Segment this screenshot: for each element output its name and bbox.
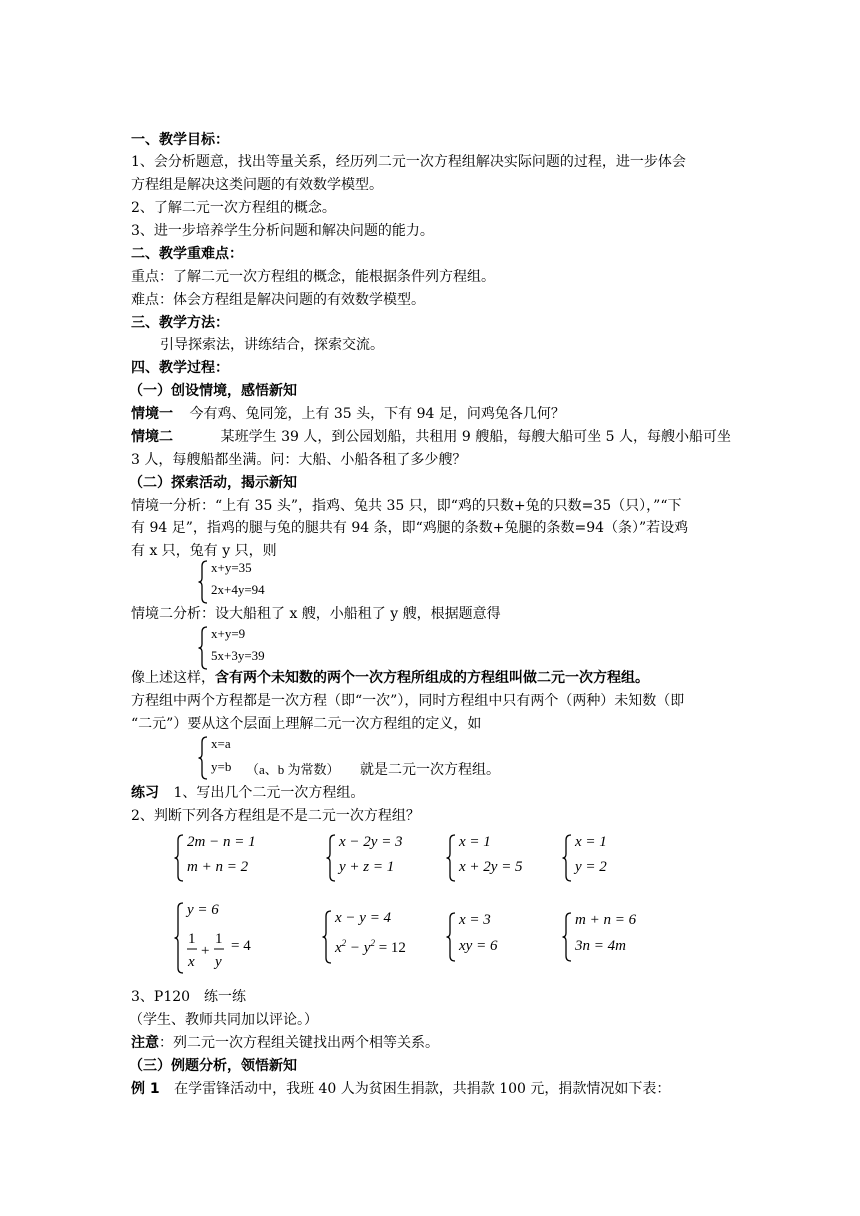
system-3-eq-2: y=b (211, 759, 232, 774)
brace-icon (562, 834, 572, 882)
definition (131, 667, 649, 689)
math-system-3 (446, 834, 556, 882)
exercise-note: （学生、教师共同加以评论。） (129, 1012, 318, 1028)
brace-icon (198, 560, 208, 604)
math-system-1 (174, 834, 294, 882)
part-1-title: （一）创设情境，感悟新知 (129, 383, 297, 399)
explanation-line-2: “二元”）要从这个层面上理解二元一次方程组的定义，如 (131, 716, 482, 732)
explanation-line-1: 方程组中两个方程都是一次方程（即“一次”），同时方程组中只有两个（两种）未知数（即 (131, 693, 685, 709)
equation-system-2 (198, 626, 318, 670)
example-1 (131, 1078, 670, 1100)
system-2-eq-1: x+y=9 (211, 626, 246, 641)
definition-prefix: 像上述这样， (131, 670, 215, 686)
system-3-eq-1: x=a (211, 736, 231, 751)
math-system-5 (174, 902, 294, 974)
math-system-8-eq-1: m + n = 6 (575, 912, 637, 928)
math-system-2 (326, 834, 446, 882)
system-3-tail: 就是二元一次方程组。 (360, 762, 500, 778)
brace-icon (446, 912, 456, 962)
math-system-7 (446, 912, 536, 962)
equation-system-1 (198, 560, 318, 604)
section-title-objectives: 一、教学目标： (131, 132, 229, 148)
svg-text:1: 1 (215, 931, 223, 947)
math-system-3-eq-2: x + 2y = 5 (459, 859, 523, 875)
brace-icon (326, 834, 336, 882)
scenario-2-line-b: 3 人，每艘船都坐满。问：大船、小船各租了多少艘？ (131, 452, 467, 468)
key-point: 重点：了解二元一次方程组的概念，能根据条件列方程组。 (131, 269, 495, 285)
analysis-2: 情境二分析：设大船租了 x 艘，小船租了 y 艘，根据题意得 (131, 606, 501, 622)
section-title-methods: 三、教学方法： (131, 315, 229, 331)
math-system-5-eq-2-rhs: = 4 (231, 938, 251, 954)
system-1-eq-2: 2x+4y=94 (211, 582, 265, 597)
scenario-2-text-a: 某班学生 39 人，到公园划船，共租用 9 艘船，每艘大船可坐 5 人，每艘小船可坐 (220, 429, 731, 445)
math-system-1-eq-1: 2m − n = 1 (187, 834, 256, 850)
example-label: 例 1 (131, 1081, 160, 1097)
brace-icon (562, 912, 572, 962)
math-system-7-eq-1: x = 3 (459, 912, 491, 928)
methods-text: 引导探索法，讲练结合，探索交流。 (160, 337, 384, 353)
math-system-3-eq-1: x = 1 (459, 834, 491, 850)
math-system-6-eq-1: x − y = 4 (335, 910, 392, 926)
analysis-1-line-2: 有 94 足”，指鸡的腿与兔的腿共有 94 条，即“鸡腿的条数+兔腿的条数=94（条）”若设鸡 (131, 520, 689, 536)
objective-1-line-b: 方程组是解决这类问题的有效数学模型。 (131, 177, 383, 193)
brace-icon (322, 910, 332, 964)
section-title-process: 四、教学过程： (131, 360, 229, 376)
analysis-1-line-1: 情境一分析：“上有 35 头”，指鸡、兔共 35 只，即“鸡的只数+兔的只数=35（只），”“下 (131, 498, 682, 514)
brace-icon (198, 626, 208, 670)
scenario-2-label: 情境二 (131, 429, 173, 445)
exercise-1-text: 1、写出几个二元一次方程组。 (173, 785, 365, 801)
math-system-8 (562, 912, 672, 962)
difficult-point: 难点：体会方程组是解决问题的有效数学模型。 (131, 292, 425, 308)
math-system-8-eq-2: 3n = 4m (575, 938, 626, 954)
equation-system-3 (198, 736, 618, 780)
math-system-5-eq-1: y = 6 (187, 902, 219, 918)
exercise-label: 练习 (131, 785, 159, 801)
system-2-eq-2: 5x+3y=39 (211, 648, 265, 663)
system-1-eq-1: x+y=35 (211, 560, 252, 575)
part-3-title: （三）例题分析，领悟新知 (129, 1058, 297, 1074)
math-system-4-eq-1: x = 1 (575, 834, 607, 850)
brace-icon (174, 834, 184, 882)
math-system-2-eq-2: y + z = 1 (339, 859, 395, 875)
objective-1-line-a: 1、会分析题意，找出等量关系，经历列二元一次方程组解决实际问题的过程，进一步体会 (131, 154, 686, 170)
exercise-2: 2、判断下列各方程组是不是二元一次方程组？ (131, 808, 420, 824)
math-system-4 (562, 834, 642, 882)
exercise-1 (131, 782, 364, 804)
svg-text:+: + (201, 943, 210, 959)
system-3-note: （a、b 为常数） (246, 762, 340, 777)
objective-2: 2、了解二元一次方程组的概念。 (131, 200, 336, 216)
part-2-title: （二）探索活动，揭示新知 (129, 475, 297, 491)
math-system-1-eq-2: m + n = 2 (187, 859, 249, 875)
scenario-1-text: 今有鸡、兔同笼，上有 35 头，下有 94 足，问鸡兔各几何？ (189, 406, 565, 422)
brace-icon (174, 902, 184, 974)
math-system-7-eq-2: xy = 6 (459, 938, 498, 954)
scenario-1-label: 情境一 (131, 406, 173, 422)
definition-bold: 含有两个未知数的两个一次方程所组成的方程组叫做二元一次方程组。 (215, 670, 649, 686)
exercise-3: 3、P120 练一练 (131, 989, 247, 1005)
attention-note (131, 1032, 439, 1054)
analysis-1-line-3: 有 x 只，兔有 y 只，则 (131, 543, 277, 559)
svg-text:1: 1 (188, 931, 196, 947)
math-system-6 (322, 910, 442, 964)
math-system-2-eq-1: x − 2y = 3 (339, 834, 403, 850)
section-title-key-points: 二、教学重难点： (131, 246, 243, 262)
scenario-1 (131, 403, 565, 425)
svg-text:y: y (215, 954, 222, 970)
math-system-4-eq-2: y = 2 (575, 859, 607, 875)
attention-label: 注意 (131, 1035, 159, 1051)
brace-icon (198, 736, 208, 780)
brace-icon (446, 834, 456, 882)
math-system-6-eq-2: $x^2 - y^2 = 12$ (335, 938, 406, 956)
svg-text:x: x (188, 954, 195, 970)
example-text: 在学雷锋活动中，我班 40 人为贫困生捐款，共捐款 100 元，捐款情况如下表： (174, 1081, 671, 1097)
attention-text: ：列二元一次方程组关键找出两个相等关系。 (159, 1035, 439, 1051)
objective-3: 3、进一步培养学生分析问题和解决问题的能力。 (131, 223, 434, 239)
scenario-2-line-a (131, 426, 731, 448)
